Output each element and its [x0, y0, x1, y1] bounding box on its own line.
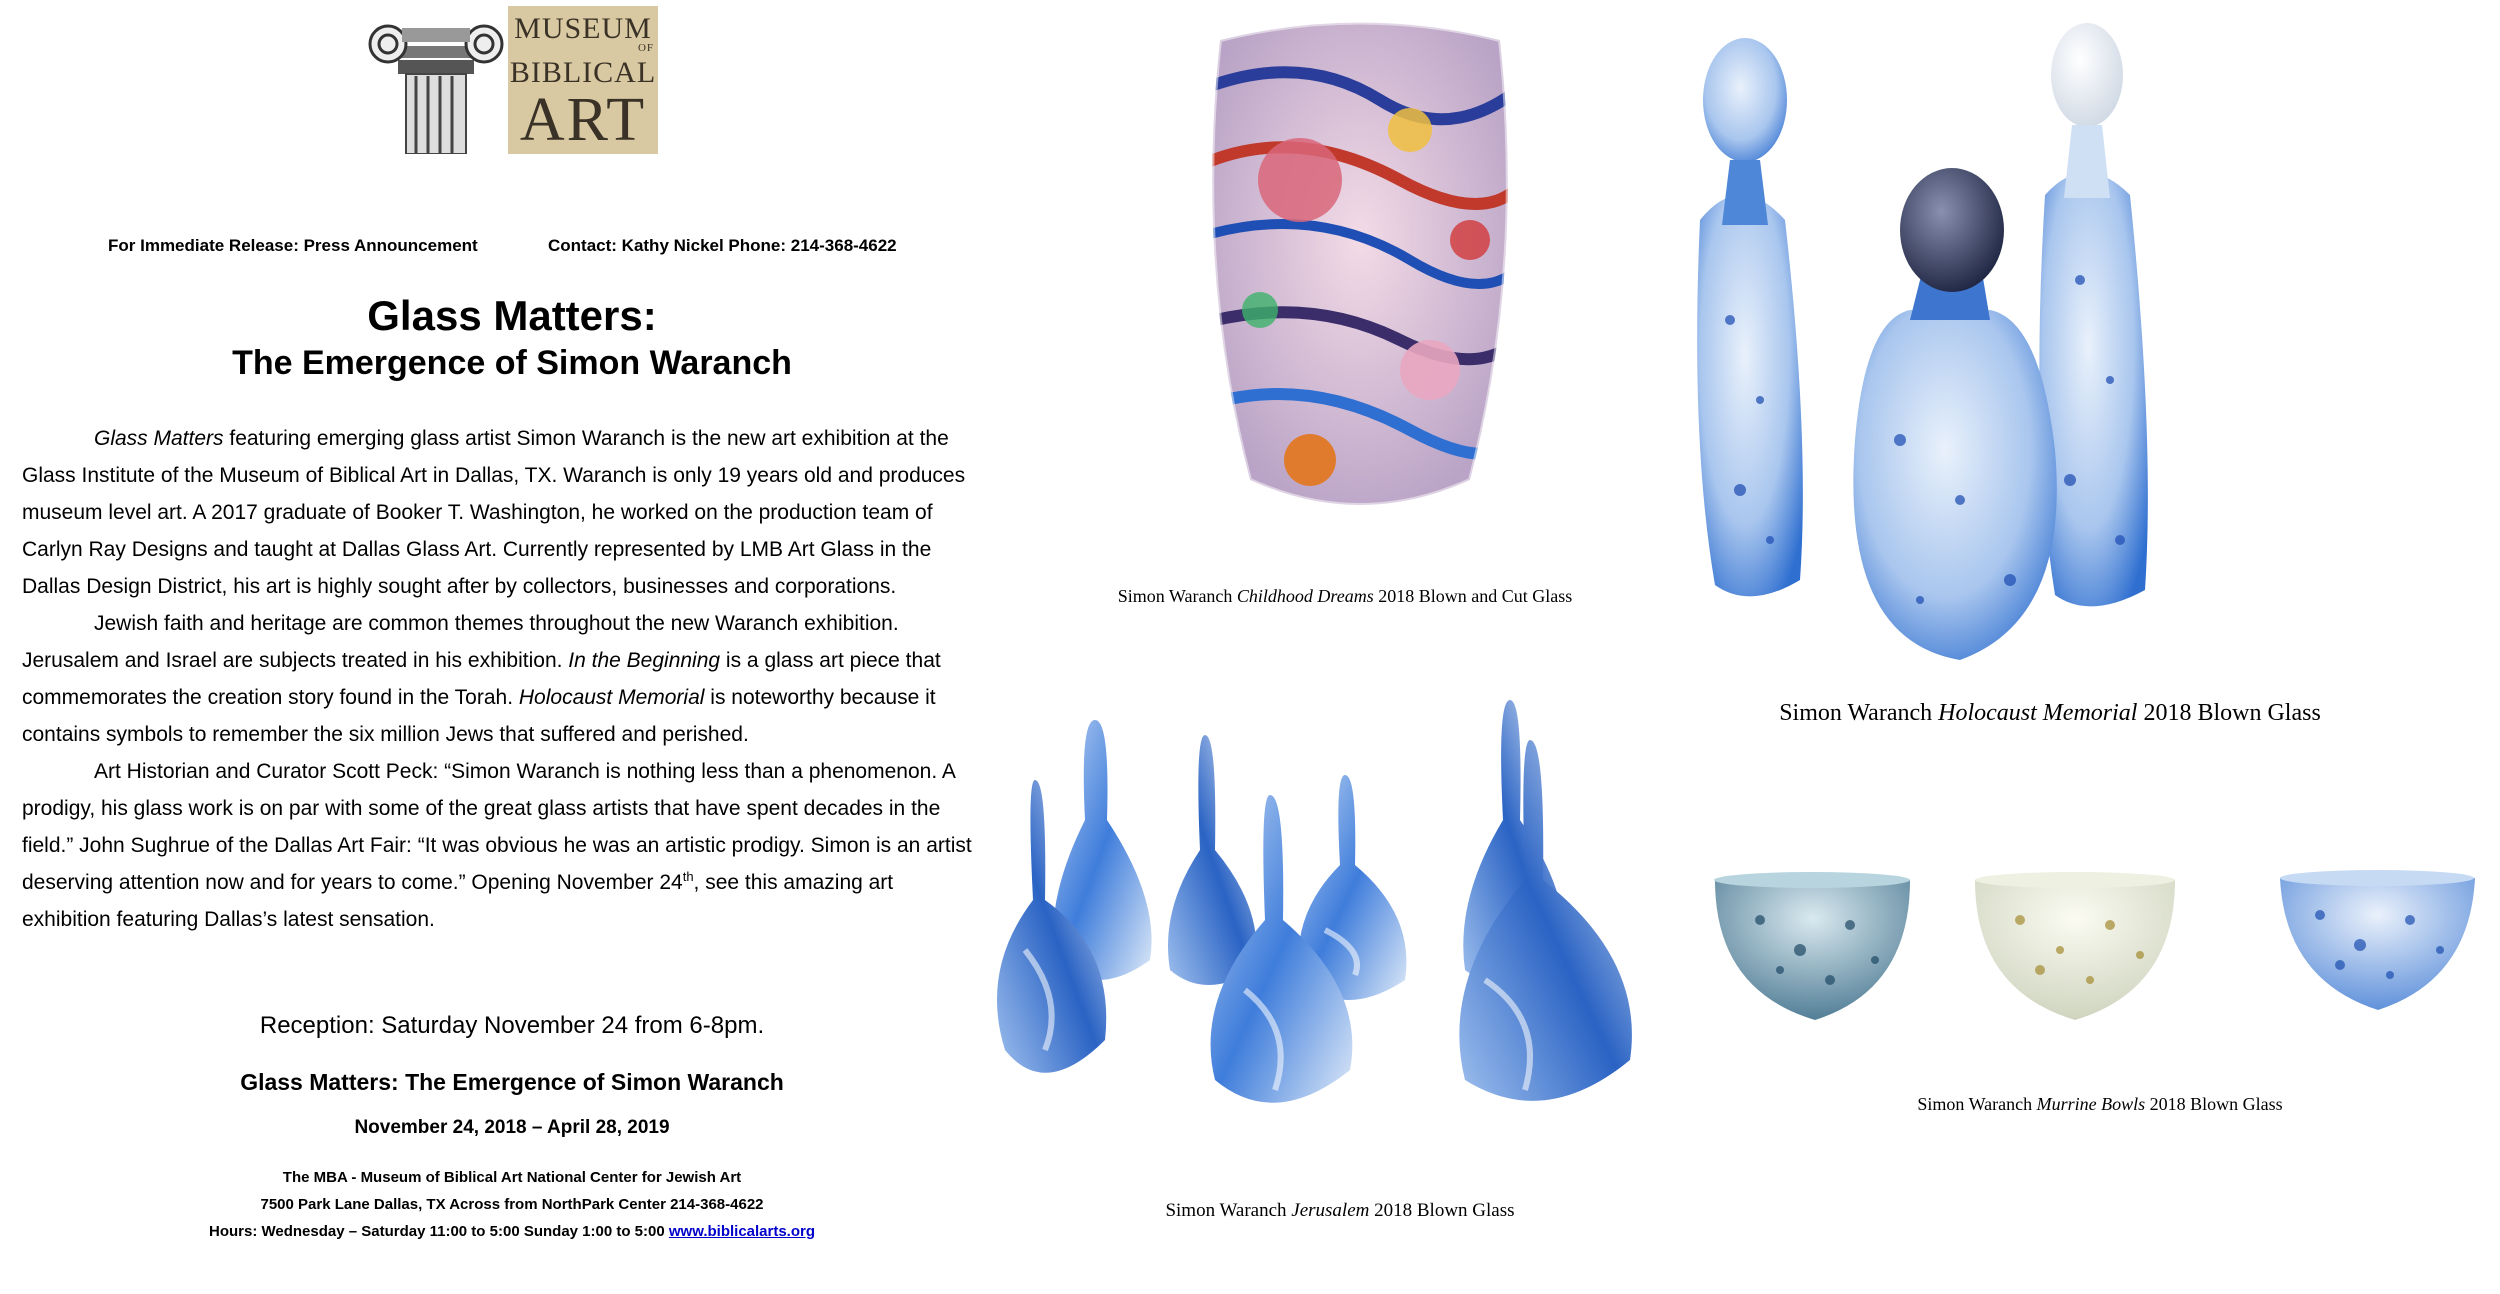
childhood-dreams-vase-image [1180, 10, 1540, 530]
caption-artist: Simon Waranch [1779, 700, 1939, 726]
paragraph-1 [22, 420, 982, 605]
caption-artist: Simon Waranch [1117, 586, 1237, 606]
paragraph-2-text-b: is a glass art piece that commemorates the creation story found in the Torah. [22, 649, 941, 709]
caption-title: Murrine Bowls [2036, 1094, 2146, 1114]
paragraph-1-text: featuring emerging glass artist Simon Waranch is the new art exhibition at the Glass Institute of the Museum of Biblical Art in Dallas, TX. Waranch is only 19 years old and produces museum level art. A 2017 graduate of Booker T. Washington, he worked on the production team of Carlyn Ray Designs and taught at Dallas Glass Art. Currently represented by LMB Art Glass in the Dallas Design District, his art is highly sought after by collectors, businesses and corporations. [22, 427, 966, 598]
press-body [22, 420, 982, 938]
exhibition-title: Glass Matters: The Emergence of Simon Waranch [240, 1069, 784, 1095]
ordinal-suffix: th [682, 869, 694, 884]
website-link[interactable]: www.biblicalarts.org [668, 1223, 816, 1240]
exhibition-name: Glass Matters [94, 427, 224, 450]
artwork-holocaust-memorial: Holocaust Memorial [518, 686, 705, 709]
childhood-dreams-caption [1085, 586, 1605, 607]
exhibition-dates: November 24, 2018 – April 28, 2019 [354, 1117, 670, 1138]
logo-line-of: OF [637, 42, 654, 54]
artwork-in-the-beginning: In the Beginning [568, 649, 721, 672]
reception-info: Reception: Saturday November 24 from 6-8pm. [259, 1012, 765, 1039]
contact-info: Contact: Kathy Nickel Phone: 214-368-4622 [548, 236, 897, 255]
paragraph-2-text-a: Jewish faith and heritage are common themes throughout the new Waranch exhibition. Jerusalem and Israel are subjects treated in his exhibition. [22, 612, 899, 672]
holocaust-memorial-bottles-image [1690, 20, 2410, 680]
hours-text: Hours: Wednesday – Saturday 11:00 to 5:00 Sunday 1:00 to 5:00 [208, 1223, 669, 1240]
page-subtitle: The Emergence of Simon Waranch [232, 344, 792, 382]
paragraph-2-text-c: is noteworthy because it contains symbols to remember the six million Jews that suffered and perished. [22, 686, 936, 746]
page-title: Glass Matters: [367, 292, 657, 339]
jerusalem-vases-image [985, 700, 1675, 1140]
paragraph-3-text-b: , see this amazing art exhibition featuring Dallas’s latest sensation. [22, 871, 894, 931]
paragraph-3 [22, 753, 982, 938]
jerusalem-caption [1080, 1200, 1600, 1222]
ionic-column-icon [368, 6, 504, 154]
caption-detail: 2018 Blown Glass [1369, 1200, 1515, 1221]
murrine-bowls-caption [1820, 1094, 2380, 1115]
museum-address: 7500 Park Lane Dallas, TX Across from NorthPark Center 214-368-4622 [260, 1196, 764, 1213]
holocaust-memorial-caption [1640, 700, 2460, 727]
caption-artist: Simon Waranch [1165, 1200, 1292, 1221]
museum-hours [0, 1223, 1024, 1240]
logo-wordmark [508, 6, 658, 154]
caption-artist: Simon Waranch [1917, 1094, 2037, 1114]
museum-logo [368, 6, 658, 154]
caption-title: Childhood Dreams [1236, 586, 1374, 606]
logo-line-art: ART [519, 86, 647, 154]
museum-name: The MBA - Museum of Biblical Art National Center for Jewish Art [282, 1169, 742, 1186]
logo-line-museum: MUSEUM [514, 12, 652, 45]
caption-detail: 2018 Blown Glass [2137, 700, 2321, 726]
paragraph-2 [22, 605, 982, 753]
logo-line-biblical: BIBLICAL [509, 56, 657, 89]
caption-detail: 2018 Blown Glass [2145, 1094, 2283, 1114]
caption-detail: 2018 Blown and Cut Glass [1373, 586, 1573, 606]
caption-title: Jerusalem [1291, 1200, 1370, 1221]
caption-title: Holocaust Memorial [1938, 700, 2138, 726]
murrine-bowls-image [1710, 870, 2490, 1030]
paragraph-3-text-a: Art Historian and Curator Scott Peck: “Simon Waranch is nothing less than a phenomenon. A prodigy, his glass work is on par with some of the great glass artists that have spent decades in the field.” John Sughrue of the Dallas Art Fair: “It was obvious he was an artistic prodigy. Simon is an artist deserving attention now and for years to come.” Opening November 24 [22, 760, 972, 894]
release-label: For Immediate Release: Press Announcement [108, 236, 478, 255]
